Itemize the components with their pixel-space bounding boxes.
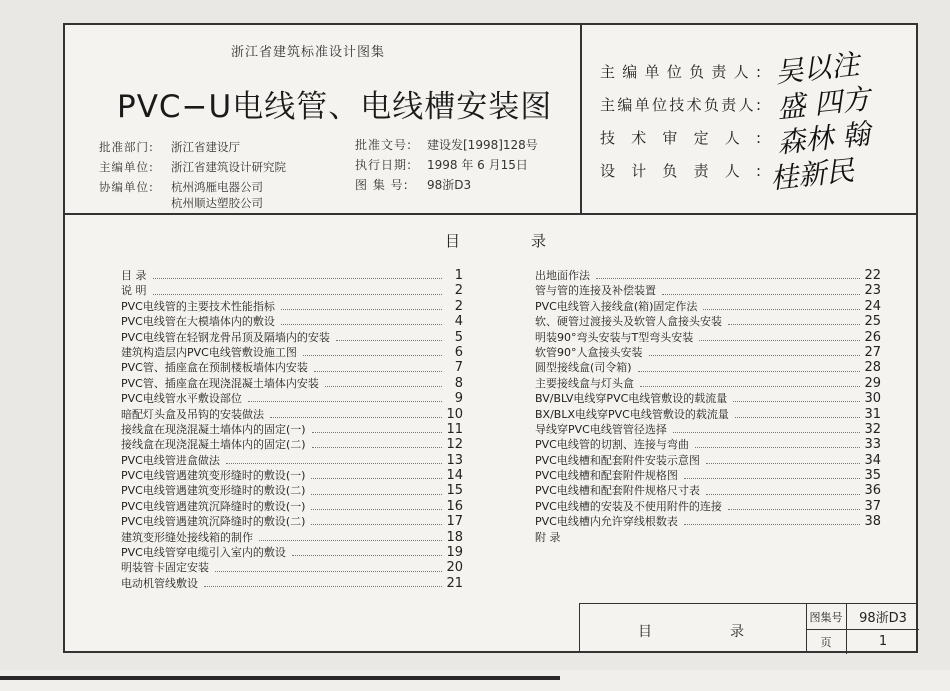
toc-leader-dots bbox=[153, 294, 443, 295]
toc-leader-dots bbox=[292, 555, 442, 556]
signature-1: 吴以注 bbox=[773, 47, 861, 90]
toc-leader-dots bbox=[204, 586, 442, 587]
toc-entry bbox=[121, 576, 463, 591]
toc-entry-page: 37 bbox=[864, 498, 881, 514]
toc-entry bbox=[121, 299, 463, 314]
toc-entry bbox=[121, 407, 463, 422]
toc-entry-title: PVC电线管在大模墙体内的敷设 bbox=[121, 315, 275, 329]
toc-entry bbox=[535, 483, 881, 498]
toc-leader-dots bbox=[314, 371, 442, 372]
title-block bbox=[579, 603, 918, 653]
toc-entry bbox=[121, 391, 463, 406]
toc-entry bbox=[535, 330, 881, 345]
toc-leader-dots bbox=[281, 324, 442, 325]
toc-entry-title: BX/BLX电线穿PVC电线管敷设的载流量 bbox=[535, 407, 729, 421]
atlas-number-cell: 图集号 98浙D3 bbox=[806, 604, 919, 630]
toc-right-column bbox=[535, 268, 881, 545]
toc-entry-title: 圆型接线盒(司令箱) bbox=[535, 361, 632, 375]
toc-entry bbox=[535, 345, 881, 360]
toc-entry-title: PVC电线槽和配套附件安装示意图 bbox=[535, 453, 700, 467]
toc-leader-dots bbox=[311, 509, 442, 510]
toc-entry bbox=[121, 376, 463, 391]
toc-entry-title: 电动机管线敷设 bbox=[121, 576, 198, 590]
toc-leader-dots bbox=[684, 524, 860, 525]
sign-row-tech-chief: 主编单位技术负责人: bbox=[600, 96, 762, 114]
sign-row-tech-review: 技术审定人: bbox=[600, 129, 762, 147]
toc-entry-page: 27 bbox=[864, 344, 881, 360]
toc-leader-dots bbox=[248, 401, 442, 402]
sign-row-chief-unit: 主编单位负责人: bbox=[600, 63, 762, 81]
toc-leader-dots bbox=[303, 355, 442, 356]
toc-entry-page: 15 bbox=[446, 483, 463, 499]
toc-entry-page: 6 bbox=[454, 344, 463, 360]
header-bottom-rule bbox=[65, 213, 916, 215]
toc-entry bbox=[121, 468, 463, 483]
toc-entry bbox=[121, 360, 463, 375]
toc-entry-page: 13 bbox=[446, 452, 463, 468]
toc-entry bbox=[121, 283, 463, 298]
toc-entry-title: PVC电线管遇建筑沉降缝时的敷设(二) bbox=[121, 515, 306, 529]
toc-entry-page: 16 bbox=[446, 498, 463, 514]
toc-entry-title: 接线盒在现浇混凝土墙体内的固定(二) bbox=[121, 438, 306, 452]
toc-entry bbox=[121, 560, 463, 575]
toc-entry-title: PVC电线槽内允许穿线根数表 bbox=[535, 515, 678, 529]
toc-entry-title: PVC电线管的主要技术性能指标 bbox=[121, 299, 275, 313]
toc-entry-page: 7 bbox=[454, 360, 463, 376]
toc-entry-title: 目 录 bbox=[121, 269, 147, 282]
toc-leader-dots bbox=[312, 447, 442, 448]
toc-entry-title: 建筑变形缝处接线箱的制作 bbox=[121, 530, 253, 544]
toc-leader-dots bbox=[638, 371, 860, 372]
toc-entry-page: 30 bbox=[864, 391, 881, 407]
toc-entry bbox=[121, 314, 463, 329]
toc-entry-title: 明装管卡固定安装 bbox=[121, 561, 209, 575]
toc-entry bbox=[121, 514, 463, 529]
toc-leader-dots bbox=[706, 494, 860, 495]
toc-entry bbox=[535, 437, 881, 452]
toc-entry bbox=[535, 376, 881, 391]
toc-entry-page: 5 bbox=[454, 329, 463, 345]
atlas-number: 图 集 号: 98浙D3 bbox=[355, 178, 472, 192]
toc-leader-dots bbox=[596, 278, 860, 279]
toc-leader-dots bbox=[259, 540, 442, 541]
scan-margin bbox=[0, 670, 950, 691]
toc-entry-page: 1 bbox=[454, 268, 463, 283]
toc-entry-page: 24 bbox=[864, 298, 881, 314]
toc-entry-page: 4 bbox=[454, 314, 463, 330]
toc-leader-dots bbox=[684, 478, 860, 479]
toc-entry-page: 29 bbox=[864, 375, 881, 391]
toc-entry bbox=[535, 407, 881, 422]
toc-entry-page: 2 bbox=[454, 298, 463, 314]
toc-entry-title: 暗配灯头盒及吊钩的安装做法 bbox=[121, 407, 264, 421]
toc-entry-page: 2 bbox=[454, 283, 463, 299]
toc-entry-page: 28 bbox=[864, 360, 881, 376]
toc-entry-title: PVC电线管的切割、连接与弯曲 bbox=[535, 438, 689, 452]
toc-leader-dots bbox=[153, 278, 443, 279]
toc-entry bbox=[121, 437, 463, 452]
toc-entry bbox=[121, 530, 463, 545]
toc-entry-page: 12 bbox=[446, 437, 463, 453]
toc-entry-page: 38 bbox=[864, 514, 881, 530]
toc-leader-dots bbox=[699, 340, 860, 341]
toc-entry bbox=[121, 483, 463, 498]
toc-entry-title: PVC电线管遇建筑沉降缝时的敷设(一) bbox=[121, 499, 306, 513]
toc-entry-page: 33 bbox=[864, 437, 881, 453]
series-name: 浙江省建筑标准设计图集 bbox=[231, 45, 386, 60]
toc-entry-page: 32 bbox=[864, 421, 881, 437]
toc-entry-title: PVC电线槽和配套附件规格尺寸表 bbox=[535, 484, 700, 498]
approval-dept: 批准部门: 浙江省建设厅 bbox=[99, 140, 240, 154]
toc-entry bbox=[121, 453, 463, 468]
toc-entry-title: 说 明 bbox=[121, 284, 147, 298]
toc-entry bbox=[121, 422, 463, 437]
title-block-name: 目 录 bbox=[580, 604, 807, 653]
toc-entry bbox=[535, 314, 881, 329]
toc-entry-title: 明装90°弯头安装与T型弯头安装 bbox=[535, 330, 694, 344]
toc-entry-page: 26 bbox=[864, 329, 881, 345]
toc-entry bbox=[121, 499, 463, 514]
toc-entry-page: 31 bbox=[864, 406, 881, 422]
toc-entry-page: 22 bbox=[864, 268, 881, 283]
toc-leader-dots bbox=[311, 478, 442, 479]
toc-entry-title: PVC电线管遇建筑变形缝时的敷设(一) bbox=[121, 469, 306, 483]
toc-entry-page: 35 bbox=[864, 468, 881, 484]
page-number-cell: 页 1 bbox=[806, 629, 919, 654]
toc-entry bbox=[535, 499, 881, 514]
toc-leader-dots bbox=[311, 524, 442, 525]
toc-entry-title: PVC管、插座盒在预制楼板墙体内安装 bbox=[121, 361, 308, 375]
toc-leader-dots bbox=[673, 432, 860, 433]
scan-edge-line bbox=[0, 676, 560, 680]
toc-entry-title: PVC电线管在轻钢龙骨吊顶及隔墙内的安装 bbox=[121, 330, 330, 344]
toc-entry-title: PVC电线管进盒做法 bbox=[121, 453, 220, 467]
toc-leader-dots bbox=[649, 355, 861, 356]
toc-entry-page: 21 bbox=[446, 575, 463, 591]
toc-entry bbox=[535, 360, 881, 375]
toc-leader-dots bbox=[733, 401, 860, 402]
toc-left-column bbox=[121, 268, 463, 591]
toc-entry-page: 11 bbox=[446, 421, 463, 437]
toc-entry-page: 8 bbox=[454, 375, 463, 391]
toc-entry-title: PVC电线管遇建筑变形缝时的敷设(二) bbox=[121, 484, 306, 498]
approval-number: 批准文号: 建设发[1998]128号 bbox=[355, 138, 538, 152]
toc-leader-dots bbox=[728, 509, 860, 510]
toc-entry-title: 接线盒在现浇混凝土墙体内的固定(一) bbox=[121, 422, 306, 436]
toc-leader-dots bbox=[312, 432, 442, 433]
toc-entry-title: 主要接线盒与灯头盒 bbox=[535, 376, 634, 390]
co-editor-unit: 协编单位: 杭州鸿雁电器公司 杭州顺达塑胶公司 bbox=[99, 180, 263, 210]
toc-entry-title: 附 录 bbox=[535, 530, 561, 544]
toc-leader-dots bbox=[226, 463, 442, 464]
signature-4: 桂新民 bbox=[768, 153, 856, 196]
effective-date: 执行日期: 1998 年 6 月15日 bbox=[355, 158, 528, 172]
toc-entry-title: PVC电线管水平敷设部位 bbox=[121, 392, 242, 406]
toc-leader-dots bbox=[695, 447, 860, 448]
toc-entry-title: PVC电线槽的安装及不使用附件的连接 bbox=[535, 499, 722, 513]
toc-entry-title: 出地面作法 bbox=[535, 269, 590, 282]
toc-leader-dots bbox=[706, 463, 860, 464]
toc-title-left: 目 bbox=[445, 232, 461, 250]
toc-entry-title: 软管90°人盒接头安装 bbox=[535, 345, 643, 359]
toc-entry bbox=[535, 422, 881, 437]
toc-entry bbox=[121, 545, 463, 560]
toc-leader-dots bbox=[325, 386, 442, 387]
toc-leader-dots bbox=[735, 417, 860, 418]
toc-entry bbox=[535, 514, 881, 529]
toc-leader-dots bbox=[281, 309, 442, 310]
toc-entry-page: 34 bbox=[864, 452, 881, 468]
toc-entry-title: BV/BLV电线穿PVC电线管敷设的载流量 bbox=[535, 392, 728, 406]
toc-entry-title: 管与管的连接及补偿装置 bbox=[535, 284, 656, 298]
signature-2: 盛 四方 bbox=[775, 82, 872, 125]
toc-entry-title: PVC管、插座盒在现浇混凝土墙体内安装 bbox=[121, 376, 319, 390]
toc-leader-dots bbox=[270, 417, 442, 418]
toc-entry-page: 20 bbox=[446, 560, 463, 576]
toc-entry-page: 9 bbox=[454, 391, 463, 407]
header-divider bbox=[580, 25, 582, 213]
toc-entry-page: 17 bbox=[446, 514, 463, 530]
toc-entry-title: PVC电线管穿电缆引入室内的敷设 bbox=[121, 546, 286, 560]
signature-3: 森林 翰 bbox=[775, 117, 872, 160]
toc-entry-page: 23 bbox=[864, 283, 881, 299]
toc-entry bbox=[121, 330, 463, 345]
toc-leader-dots bbox=[215, 571, 442, 572]
toc-leader-dots bbox=[311, 494, 442, 495]
toc-title-right: 录 bbox=[531, 232, 547, 250]
toc-leader-dots bbox=[662, 294, 860, 295]
toc-entry bbox=[535, 299, 881, 314]
toc-leader-dots bbox=[336, 340, 442, 341]
toc-entry bbox=[535, 530, 881, 545]
toc-leader-dots bbox=[728, 324, 860, 325]
page-title: PVC−U电线管、电线槽安装图 bbox=[117, 89, 553, 125]
toc-entry-page: 18 bbox=[446, 529, 463, 545]
toc-entry-page: 25 bbox=[864, 314, 881, 330]
sign-row-design-lead: 设计负责人: bbox=[600, 162, 762, 180]
toc-entry bbox=[535, 283, 881, 298]
toc-entry bbox=[121, 345, 463, 360]
toc-entry-title: 导线穿PVC电线管管径选择 bbox=[535, 422, 667, 436]
toc-entry-title: PVC电线管入接线盒(箱)固定作法 bbox=[535, 299, 698, 313]
toc-entry-page: 36 bbox=[864, 483, 881, 499]
chief-editor-unit: 主编单位: 浙江省建筑设计研究院 bbox=[99, 160, 286, 174]
toc-entry bbox=[535, 453, 881, 468]
toc-entry-page: 14 bbox=[446, 468, 463, 484]
toc-entry-title: 软、硬管过渡接头及软管人盒接头安装 bbox=[535, 315, 722, 329]
toc-entry bbox=[121, 268, 463, 283]
toc-entry bbox=[535, 391, 881, 406]
toc-entry-page: 19 bbox=[446, 545, 463, 561]
toc-entry-page: 10 bbox=[446, 406, 463, 422]
toc-entry bbox=[535, 268, 881, 283]
toc-entry bbox=[535, 468, 881, 483]
toc-leader-dots bbox=[640, 386, 860, 387]
toc-entry-title: 建筑构造层内PVC电线管敷设施工图 bbox=[121, 345, 297, 359]
toc-entry-title: PVC电线槽和配套附件规格图 bbox=[535, 469, 678, 483]
drawing-sheet bbox=[63, 23, 918, 653]
toc-leader-dots bbox=[703, 309, 860, 310]
